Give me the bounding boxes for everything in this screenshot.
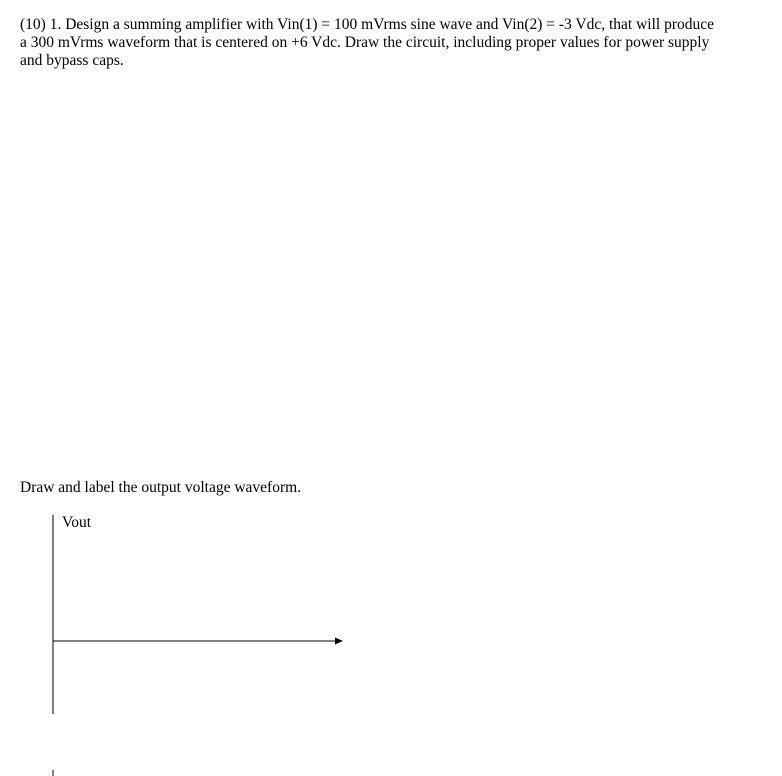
waveform-prompt: Draw and label the output voltage waveform. <box>20 479 302 496</box>
question-line-2: a 300 mVrms waveform that is centered on +6 Vdc. Draw the circuit, including proper values for power supply <box>20 34 710 51</box>
y-axis-label: Vout <box>62 514 92 531</box>
question-line-3: and bypass caps. <box>20 52 124 69</box>
question-text <box>20 16 740 70</box>
x-axis-arrowhead <box>335 638 343 645</box>
question-line-1: (10) 1. Design a summing amplifier with Vin(1) = 100 mVrms sine wave and Vin(2) = -3 Vdc, that will produce <box>20 16 714 33</box>
